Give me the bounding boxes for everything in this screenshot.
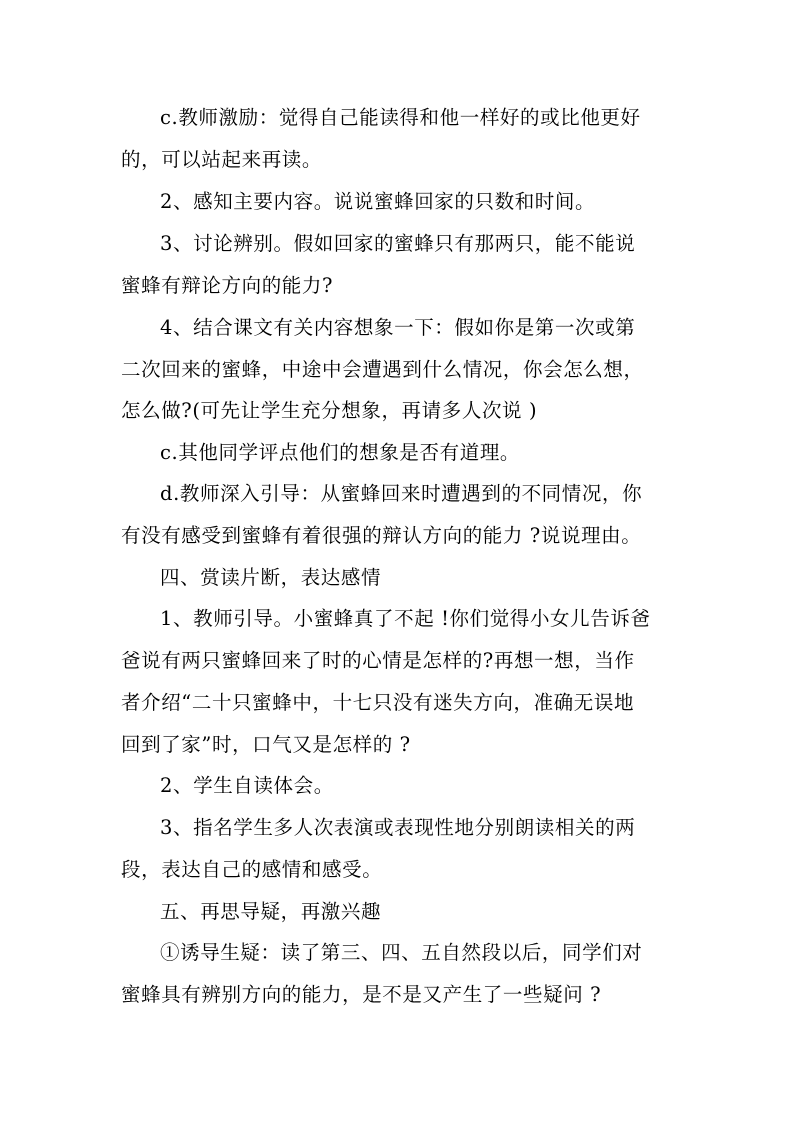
paragraph-line: c.教师激励：觉得自己能读得和他一样好的或比他更好 — [160, 106, 641, 129]
paragraph-line: 爸说有两只蜜蜂回来了时的心情是怎样的?再想一想，当作 — [121, 649, 635, 672]
paragraph-line: 者介绍“二十只蜜蜂中，十七只没有迷失方向，准确无误地 — [121, 691, 635, 714]
paragraph-line: 有没有感受到蜜蜂有着很强的辩认方向的能力 ?说说理由。 — [121, 524, 642, 547]
paragraph-line: 3、指名学生多人次表演或表现性地分别朗读相关的两 — [160, 816, 636, 839]
paragraph-line: 3、讨论辨别。假如回家的蜜蜂只有那两只，能不能说 — [160, 232, 636, 255]
paragraph-line: 蜜蜂有辩论方向的能力? — [121, 274, 334, 297]
section-heading: 五、再思导疑，再激兴趣 — [160, 900, 382, 923]
paragraph-line: 怎么做?(可先让学生充分想象，再请多人次说 ) — [121, 399, 538, 422]
section-heading: 四、赏读片断，表达感情 — [160, 566, 382, 589]
paragraph-line: c.其他同学评点他们的想象是否有道理。 — [160, 441, 521, 464]
paragraph-line: d.教师深入引导：从蜜蜂回来时遭遇到的不同情况，你 — [160, 482, 643, 505]
paragraph-line: 4、结合课文有关内容想象一下：假如你是第一次或第 — [160, 316, 636, 339]
paragraph-line: 2、学生自读体会。 — [160, 774, 334, 797]
paragraph-line: ①诱导生疑：读了第三、四、五自然段以后，同学们对 — [160, 941, 643, 964]
paragraph-line: 的，可以站起来再读。 — [121, 148, 323, 171]
paragraph-line: 二次回来的蜜蜂，中途中会遭遇到什么情况，你会怎么想， — [121, 358, 644, 381]
paragraph-line: 回到了家”时，口气又是怎样的 ? — [121, 733, 411, 756]
paragraph-line: 蜜蜂具有辨别方向的能力，是不是又产生了一些疑问 ? — [121, 983, 602, 1006]
paragraph-line: 1、教师引导。小蜜蜂真了不起 !你们觉得小女儿告诉爸 — [160, 607, 651, 630]
paragraph-line: 2、感知主要内容。说说蜜蜂回家的只数和时间。 — [160, 190, 596, 213]
paragraph-line: 段，表达自己的感情和感受。 — [121, 858, 383, 881]
